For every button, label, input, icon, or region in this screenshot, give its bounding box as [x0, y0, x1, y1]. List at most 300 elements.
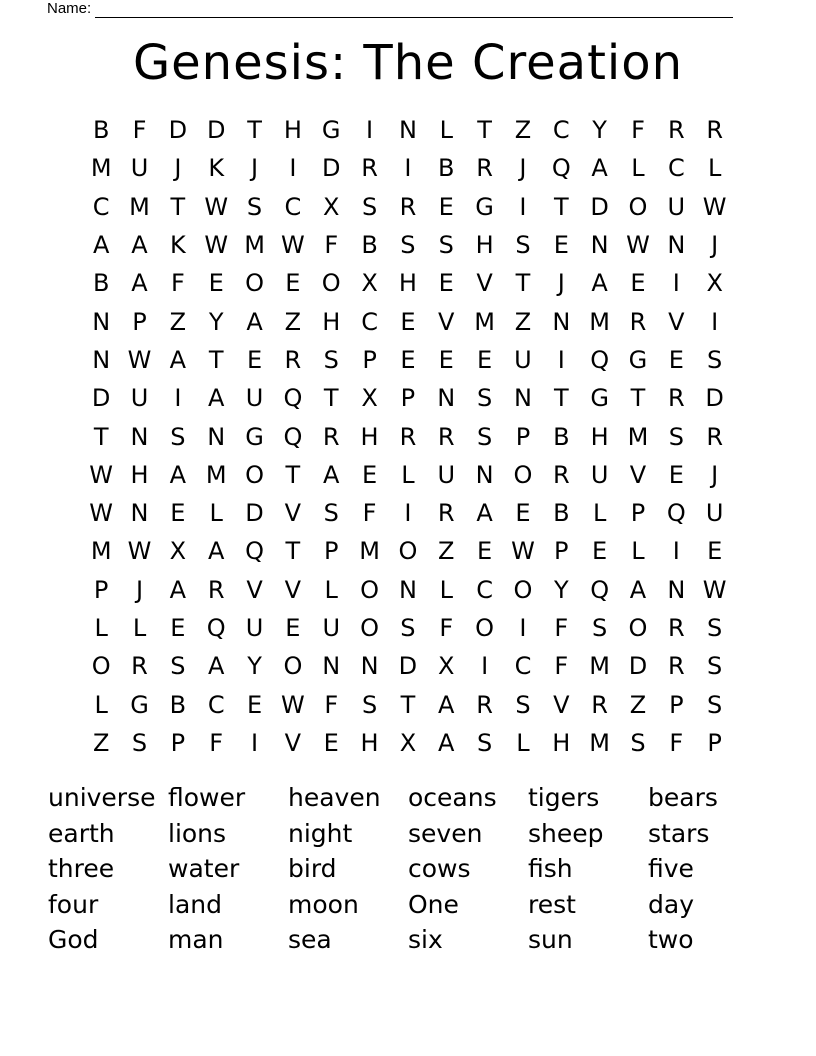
grid-letter[interactable]: G — [590, 384, 609, 413]
grid-letter[interactable]: L — [94, 614, 108, 642]
grid-letter[interactable]: N — [398, 575, 417, 604]
grid-letter[interactable]: A — [131, 269, 148, 298]
grid-letter[interactable]: R — [706, 422, 724, 451]
grid-letter[interactable]: V — [629, 460, 647, 489]
grid-letter[interactable]: S — [668, 422, 684, 451]
grid-letter[interactable]: M — [589, 652, 610, 681]
grid-letter[interactable]: S — [170, 652, 186, 681]
grid-letter[interactable]: B — [553, 499, 570, 528]
grid-letter[interactable]: P — [362, 345, 377, 374]
grid-letter[interactable]: R — [552, 460, 570, 489]
grid-letter[interactable]: Q — [590, 575, 610, 604]
grid-letter[interactable]: F — [631, 116, 645, 145]
grid-letter[interactable]: K — [208, 154, 225, 183]
grid-letter[interactable]: S — [630, 728, 646, 757]
grid-letter[interactable]: J — [174, 154, 182, 183]
grid-letter[interactable]: R — [399, 422, 417, 451]
grid-letter[interactable]: X — [323, 192, 340, 221]
grid-letter[interactable]: C — [284, 192, 302, 221]
grid-letter[interactable]: O — [475, 614, 495, 642]
grid-letter[interactable]: F — [324, 690, 339, 719]
grid-letter[interactable]: K — [169, 231, 186, 260]
grid-letter[interactable]: O — [513, 460, 533, 489]
grid-letter[interactable]: A — [92, 231, 110, 260]
grid-letter[interactable]: A — [629, 575, 647, 604]
grid-letter[interactable]: Z — [438, 537, 455, 566]
grid-letter[interactable]: T — [285, 460, 301, 489]
grid-letter[interactable]: W — [702, 575, 727, 604]
grid-letter[interactable]: O — [91, 652, 111, 681]
grid-letter[interactable]: G — [245, 422, 264, 451]
grid-letter[interactable]: R — [207, 575, 225, 604]
grid-letter[interactable]: A — [207, 384, 225, 413]
grid-letter[interactable]: S — [707, 345, 723, 374]
grid-letter[interactable]: Q — [283, 422, 303, 451]
grid-letter[interactable]: D — [206, 116, 226, 145]
grid-letter[interactable]: V — [284, 499, 302, 528]
grid-letter[interactable]: U — [245, 384, 264, 413]
grid-letter[interactable]: J — [711, 460, 719, 489]
grid-letter[interactable]: H — [475, 231, 494, 260]
grid-letter[interactable]: J — [519, 154, 527, 183]
grid-letter[interactable]: S — [476, 422, 493, 451]
grid-letter[interactable]: U — [437, 460, 456, 489]
grid-letter[interactable]: B — [553, 422, 570, 451]
grid-letter[interactable]: W — [511, 537, 535, 566]
grid-letter[interactable]: E — [668, 345, 684, 374]
grid-letter[interactable]: M — [589, 728, 610, 757]
grid-letter[interactable]: U — [245, 614, 264, 642]
grid-letter[interactable]: C — [667, 154, 685, 183]
grid-letter[interactable]: D — [91, 384, 111, 413]
grid-letter[interactable]: H — [590, 422, 609, 451]
grid-letter[interactable]: T — [285, 537, 301, 566]
grid-letter[interactable]: N — [552, 307, 571, 336]
grid-letter[interactable]: I — [481, 652, 489, 681]
grid-letter[interactable]: D — [628, 652, 648, 681]
word-list-item: five — [648, 854, 694, 883]
grid-letter[interactable]: T — [553, 192, 569, 221]
grid-letter[interactable]: U — [705, 499, 724, 528]
grid-letter[interactable]: W — [204, 231, 229, 260]
grid-letter[interactable]: S — [131, 728, 148, 757]
grid-letter[interactable]: L — [592, 499, 607, 528]
grid-letter[interactable]: U — [667, 192, 686, 221]
grid-letter[interactable]: Q — [590, 345, 610, 374]
grid-letter[interactable]: D — [168, 116, 188, 145]
grid-letter[interactable]: P — [554, 537, 569, 566]
grid-letter[interactable]: C — [476, 575, 493, 604]
grid-letter[interactable]: E — [438, 345, 454, 374]
grid-letter[interactable]: L — [324, 575, 338, 604]
grid-letter[interactable]: J — [135, 575, 144, 604]
grid-letter[interactable]: O — [283, 652, 303, 681]
grid-letter[interactable]: S — [438, 231, 454, 260]
grid-letter[interactable]: P — [630, 499, 646, 528]
grid-letter[interactable]: N — [398, 116, 417, 145]
grid-letter[interactable]: Y — [592, 116, 607, 145]
grid-letter[interactable]: Z — [92, 728, 110, 757]
grid-letter[interactable]: T — [630, 384, 646, 413]
grid-letter[interactable]: J — [251, 154, 259, 183]
grid-letter[interactable]: T — [477, 116, 492, 145]
grid-letter[interactable]: W — [89, 460, 114, 489]
grid-letter[interactable]: G — [130, 690, 149, 719]
grid-letter[interactable]: A — [207, 652, 225, 681]
grid-letter[interactable]: E — [477, 345, 493, 374]
grid-letter[interactable]: T — [93, 422, 109, 451]
grid-letter[interactable]: Z — [629, 690, 647, 719]
grid-letter[interactable]: N — [92, 345, 111, 374]
grid-letter[interactable]: E — [515, 499, 531, 528]
grid-letter[interactable]: E — [592, 537, 608, 566]
grid-letter[interactable]: H — [360, 422, 379, 451]
grid-letter[interactable]: Z — [169, 307, 187, 336]
word-list-item: rest — [528, 889, 576, 919]
grid-letter[interactable]: N — [513, 384, 532, 413]
grid-letter[interactable]: B — [438, 154, 455, 183]
grid-letter[interactable]: S — [707, 652, 723, 681]
grid-letter[interactable]: Z — [284, 307, 302, 336]
grid-letter[interactable]: P — [669, 690, 684, 719]
grid-letter[interactable]: L — [439, 575, 453, 604]
grid-letter[interactable]: I — [289, 154, 297, 183]
grid-letter[interactable]: I — [557, 345, 565, 374]
grid-letter[interactable]: A — [438, 690, 455, 719]
grid-letter[interactable]: X — [361, 269, 378, 298]
grid-letter[interactable]: R — [667, 614, 685, 642]
grid-letter[interactable]: Q — [666, 499, 686, 528]
grid-letter[interactable]: S — [707, 690, 723, 719]
grid-letter[interactable]: B — [92, 269, 110, 298]
grid-letter[interactable]: S — [592, 614, 608, 642]
word-list-item: oceans — [408, 783, 497, 812]
grid-letter[interactable]: D — [321, 154, 341, 183]
grid-letter[interactable]: Q — [283, 384, 303, 413]
grid-letter[interactable]: C — [92, 192, 110, 221]
grid-letter[interactable]: A — [169, 575, 187, 604]
grid-letter[interactable]: N — [130, 499, 149, 528]
grid-letter[interactable]: W — [127, 345, 152, 374]
grid-letter[interactable]: E — [170, 614, 186, 642]
grid-letter[interactable]: E — [400, 307, 416, 336]
grid-letter[interactable]: B — [361, 231, 378, 260]
grid-letter[interactable]: G — [321, 116, 341, 145]
grid-letter[interactable]: I — [672, 269, 680, 298]
grid-letter[interactable]: W — [204, 192, 229, 221]
grid-letter[interactable]: S — [476, 384, 493, 413]
grid-letter[interactable]: R — [322, 422, 340, 451]
grid-letter[interactable]: N — [475, 460, 494, 489]
grid-letter[interactable]: P — [93, 575, 109, 604]
grid-letter[interactable]: S — [361, 690, 378, 719]
grid-letter[interactable]: E — [438, 269, 454, 298]
grid-letter[interactable]: S — [476, 728, 493, 757]
grid-letter[interactable]: Y — [247, 652, 262, 681]
grid-letter[interactable]: H — [360, 728, 379, 757]
grid-letter[interactable]: X — [399, 728, 417, 757]
grid-letter[interactable]: T — [323, 384, 339, 413]
grid-letter[interactable]: N — [667, 231, 686, 260]
grid-letter[interactable]: S — [515, 690, 531, 719]
grid-letter[interactable]: R — [667, 116, 685, 145]
grid-letter[interactable]: Y — [208, 307, 224, 336]
grid-letter[interactable]: P — [323, 537, 339, 566]
grid-letter[interactable]: S — [400, 614, 416, 642]
grid-letter[interactable]: U — [590, 460, 609, 489]
grid-letter[interactable]: N — [92, 307, 111, 336]
grid-letter[interactable]: L — [209, 499, 223, 528]
word-list-item: One — [408, 889, 459, 919]
grid-letter[interactable]: O — [513, 575, 533, 604]
grid-letter[interactable]: V — [476, 269, 493, 298]
grid-letter[interactable]: P — [170, 728, 186, 757]
grid-letter[interactable]: E — [630, 269, 646, 298]
grid-letter[interactable]: N — [360, 652, 379, 681]
grid-letter[interactable]: X — [706, 269, 723, 298]
grid-letter[interactable]: E — [553, 231, 569, 260]
grid-letter[interactable]: E — [668, 460, 684, 489]
grid-letter[interactable]: C — [514, 652, 532, 681]
grid-letter[interactable]: B — [169, 690, 187, 719]
grid-letter[interactable]: C — [207, 690, 225, 719]
grid-letter[interactable]: I — [404, 499, 412, 528]
grid-letter[interactable]: H — [552, 728, 571, 757]
grid-letter[interactable]: F — [439, 614, 454, 642]
grid-letter[interactable]: X — [361, 384, 378, 413]
grid-letter[interactable]: W — [702, 192, 727, 221]
grid-letter[interactable]: A — [246, 307, 263, 336]
grid-letter[interactable]: S — [323, 499, 339, 528]
grid-letter[interactable]: W — [127, 537, 152, 566]
grid-letter[interactable]: C — [361, 307, 378, 336]
grid-letter[interactable]: E — [438, 192, 454, 221]
word-list-item: tigers — [528, 783, 600, 812]
grid-letter[interactable]: A — [169, 345, 187, 374]
grid-letter[interactable]: L — [401, 460, 415, 489]
grid-letter[interactable]: O — [360, 614, 380, 642]
grid-letter[interactable]: R — [476, 154, 493, 183]
grid-letter[interactable]: H — [398, 269, 417, 298]
grid-letter[interactable]: O — [360, 575, 380, 604]
grid-letter[interactable]: T — [247, 116, 262, 145]
grid-letter[interactable]: A — [476, 499, 493, 528]
grid-letter[interactable]: J — [557, 269, 565, 298]
word-list-item: bird — [288, 854, 337, 883]
grid-letter[interactable]: R — [437, 499, 455, 528]
grid-letter[interactable]: E — [477, 537, 493, 566]
word-list-item: God — [48, 925, 99, 954]
grid-letter[interactable]: M — [589, 307, 610, 336]
grid-letter[interactable]: T — [170, 192, 186, 221]
grid-letter[interactable]: H — [283, 116, 302, 145]
grid-letter[interactable]: B — [92, 116, 110, 145]
grid-letter[interactable]: F — [209, 728, 224, 757]
grid-letter[interactable]: U — [130, 384, 149, 413]
grid-letter[interactable]: S — [400, 231, 416, 260]
grid-letter[interactable]: Y — [553, 575, 569, 604]
grid-letter[interactable]: N — [322, 652, 341, 681]
grid-letter[interactable]: A — [591, 269, 608, 298]
grid-letter[interactable]: T — [400, 690, 416, 719]
grid-letter[interactable]: D — [398, 652, 418, 681]
grid-letter[interactable]: F — [554, 652, 569, 681]
grid-letter[interactable]: A — [207, 537, 225, 566]
grid-letter[interactable]: U — [322, 614, 341, 642]
grid-letter[interactable]: R — [706, 116, 724, 145]
grid-letter[interactable]: S — [515, 231, 531, 260]
grid-letter[interactable]: M — [474, 307, 495, 336]
grid-letter[interactable]: L — [516, 728, 530, 757]
grid-letter[interactable]: E — [707, 537, 723, 566]
grid-letter[interactable]: S — [361, 192, 378, 221]
grid-letter[interactable]: R — [361, 154, 378, 183]
grid-letter[interactable]: L — [439, 116, 453, 145]
grid-letter[interactable]: T — [553, 384, 569, 413]
grid-letter[interactable]: N — [437, 384, 456, 413]
grid-letter[interactable]: U — [130, 154, 149, 183]
grid-letter[interactable]: E — [400, 345, 416, 374]
grid-letter[interactable]: A — [323, 460, 340, 489]
grid-letter[interactable]: R — [284, 345, 302, 374]
grid-letter[interactable]: H — [130, 460, 149, 489]
grid-letter[interactable]: O — [321, 269, 341, 298]
grid-letter[interactable]: M — [359, 537, 380, 566]
grid-letter[interactable]: E — [285, 269, 301, 298]
grid-letter[interactable]: P — [707, 728, 722, 757]
grid-letter[interactable]: E — [246, 690, 263, 719]
grid-letter[interactable]: M — [244, 231, 265, 260]
grid-letter[interactable]: F — [324, 231, 339, 260]
grid-letter[interactable]: A — [169, 460, 187, 489]
grid-letter[interactable]: F — [362, 499, 377, 528]
grid-letter[interactable]: F — [554, 614, 569, 642]
grid-letter[interactable]: O — [628, 192, 648, 221]
grid-letter[interactable]: X — [438, 652, 455, 681]
grid-letter[interactable]: S — [707, 614, 723, 642]
grid-letter[interactable]: L — [132, 614, 147, 642]
grid-letter[interactable]: I — [174, 384, 182, 413]
grid-letter[interactable]: L — [707, 154, 722, 183]
grid-letter[interactable]: G — [628, 345, 648, 374]
grid-letter[interactable]: M — [205, 460, 227, 489]
grid-letter[interactable]: O — [398, 537, 418, 566]
grid-letter[interactable]: O — [245, 269, 264, 298]
grid-letter[interactable]: P — [132, 307, 147, 336]
grid-letter[interactable]: M — [627, 422, 649, 451]
grid-letter[interactable]: L — [631, 537, 645, 566]
grid-letter[interactable]: S — [170, 422, 186, 451]
grid-letter[interactable]: M — [90, 537, 112, 566]
grid-letter[interactable]: C — [552, 116, 570, 145]
grid-letter[interactable]: R — [667, 652, 685, 681]
grid-letter[interactable]: Z — [514, 307, 532, 336]
grid-letter[interactable]: P — [400, 384, 416, 413]
grid-letter[interactable]: I — [672, 537, 680, 566]
grid-letter[interactable]: A — [131, 231, 148, 260]
grid-letter[interactable]: D — [245, 499, 264, 528]
grid-letter[interactable]: F — [669, 728, 684, 757]
grid-letter[interactable]: V — [284, 575, 302, 604]
word-search-grid — [82, 111, 734, 762]
grid-letter[interactable]: X — [169, 537, 187, 566]
grid-letter[interactable]: O — [245, 460, 264, 489]
grid-letter[interactable]: V — [668, 307, 685, 336]
grid-letter[interactable]: Q — [245, 537, 264, 566]
grid-letter[interactable]: V — [284, 728, 302, 757]
grid-letter[interactable]: T — [515, 269, 531, 298]
grid-letter[interactable]: A — [438, 728, 455, 757]
grid-letter[interactable]: I — [251, 728, 259, 757]
grid-letter[interactable]: N — [667, 575, 686, 604]
grid-letter[interactable]: S — [323, 345, 339, 374]
grid-letter[interactable]: W — [626, 231, 650, 260]
grid-letter[interactable]: J — [711, 231, 719, 260]
grid-letter[interactable]: R — [591, 690, 608, 719]
grid-letter[interactable]: E — [208, 269, 224, 298]
word-list-item: lions — [168, 818, 227, 848]
grid-letter[interactable]: T — [208, 345, 224, 374]
grid-letter[interactable]: N — [130, 422, 149, 451]
grid-letter[interactable]: G — [475, 192, 494, 221]
grid-letter[interactable]: L — [631, 154, 645, 183]
name-blank-line[interactable] — [95, 2, 733, 18]
grid-letter[interactable]: I — [711, 307, 719, 336]
grid-letter[interactable]: I — [519, 614, 527, 642]
grid-letter[interactable]: E — [246, 345, 263, 374]
grid-letter[interactable]: E — [285, 614, 301, 642]
grid-letter[interactable]: R — [629, 307, 647, 336]
grid-letter[interactable]: N — [590, 231, 609, 260]
grid-letter[interactable]: E — [323, 728, 339, 757]
grid-letter[interactable]: I — [404, 154, 412, 183]
grid-letter[interactable]: O — [628, 614, 648, 642]
name-label: Name: — [47, 0, 92, 17]
grid-letter[interactable]: F — [170, 269, 185, 298]
grid-letter[interactable]: W — [281, 231, 305, 260]
grid-letter[interactable]: A — [591, 154, 608, 183]
grid-letter[interactable]: I — [519, 192, 527, 221]
grid-letter[interactable]: M — [90, 154, 112, 183]
grid-letter[interactable]: D — [590, 192, 609, 221]
grid-letter[interactable]: L — [94, 690, 108, 719]
grid-letter[interactable]: M — [129, 192, 150, 221]
grid-letter[interactable]: S — [246, 192, 263, 221]
grid-letter[interactable]: V — [438, 307, 455, 336]
grid-letter[interactable]: I — [366, 116, 374, 145]
grid-letter[interactable]: R — [131, 652, 148, 681]
grid-letter[interactable]: Q — [206, 614, 226, 642]
grid-letter[interactable]: P — [515, 422, 531, 451]
grid-letter[interactable]: N — [207, 422, 226, 451]
grid-letter[interactable]: W — [89, 499, 114, 528]
grid-letter[interactable]: E — [170, 499, 186, 528]
grid-letter[interactable]: Z — [514, 116, 532, 145]
grid-letter[interactable]: R — [476, 690, 493, 719]
grid-letter[interactable]: U — [514, 345, 532, 374]
grid-letter[interactable]: R — [437, 422, 455, 451]
grid-letter[interactable]: D — [705, 384, 724, 413]
grid-letter[interactable]: E — [361, 460, 378, 489]
grid-letter[interactable]: V — [246, 575, 263, 604]
grid-letter[interactable]: R — [667, 384, 685, 413]
grid-letter[interactable]: V — [553, 690, 570, 719]
grid-letter[interactable]: W — [281, 690, 305, 719]
grid-letter[interactable]: Q — [551, 154, 571, 183]
grid-letter[interactable]: F — [132, 116, 147, 145]
grid-letter[interactable]: H — [322, 307, 341, 336]
grid-letter[interactable]: R — [399, 192, 417, 221]
